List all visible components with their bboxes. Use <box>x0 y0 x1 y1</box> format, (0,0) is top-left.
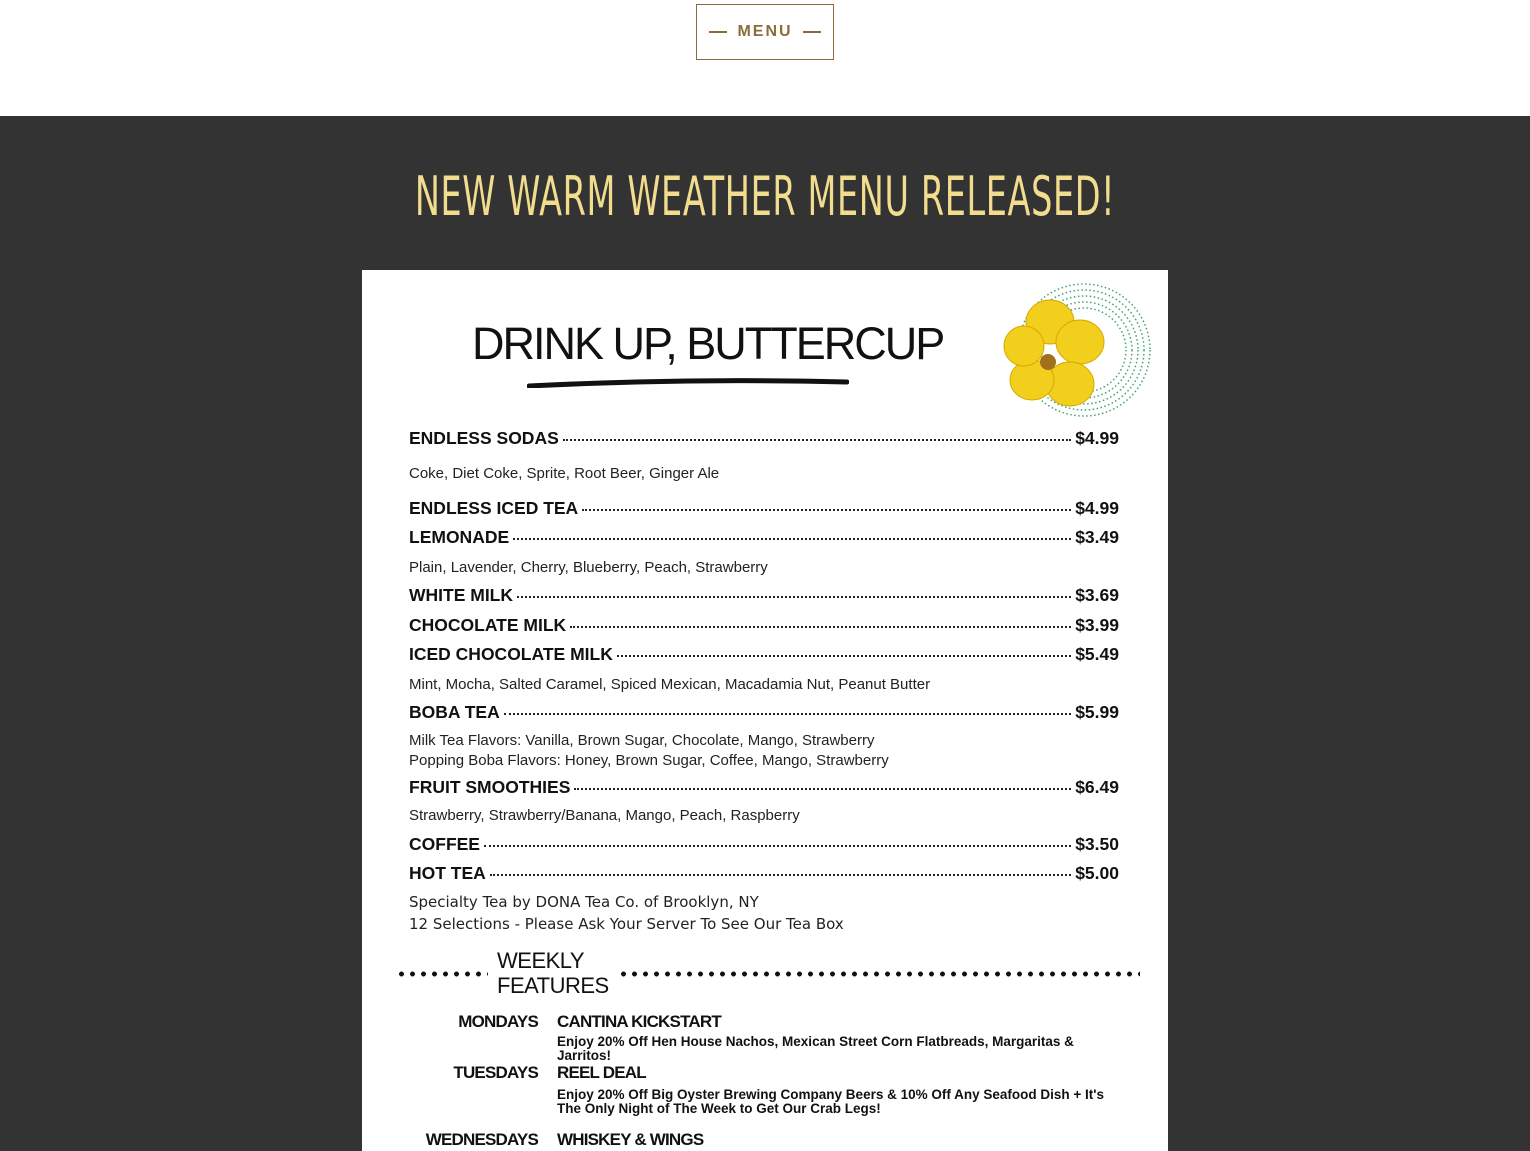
item-price: $3.50 <box>1075 834 1119 854</box>
menu-item <box>409 644 1119 665</box>
item-price: $5.49 <box>1075 644 1119 664</box>
feature-title: CANTINA KICKSTART <box>557 1012 721 1031</box>
dash-left <box>709 31 727 33</box>
feature-day: WEDNESDAYS <box>425 1130 538 1149</box>
item-name: BOBA TEA <box>409 702 500 722</box>
item-description: Mint, Mocha, Salted Caramel, Spiced Mexican, Macadamia Nut, Peanut Butter <box>409 676 931 693</box>
item-description: Coke, Diet Coke, Sprite, Root Beer, Ginger Ale <box>409 465 720 482</box>
item-description: Milk Tea Flavors: Vanilla, Brown Sugar, Chocolate, Mango, Strawberry <box>409 732 875 749</box>
item-price: $4.99 <box>1075 428 1119 448</box>
menu-item <box>409 863 1119 884</box>
feature-title: WHISKEY & WINGS <box>557 1130 704 1149</box>
dot-leader <box>490 874 1071 876</box>
dot-leader <box>617 655 1071 657</box>
page-headline: NEW WARM WEATHER MENU RELEASED! <box>414 165 1116 228</box>
dot-leader <box>563 439 1071 441</box>
item-price: $5.00 <box>1075 863 1119 883</box>
dot-leader <box>513 538 1071 540</box>
menu-item <box>409 498 1119 519</box>
feature-day: MONDAYS <box>458 1012 538 1031</box>
menu-label: MENU <box>737 23 793 40</box>
menu-item <box>409 615 1119 636</box>
item-description: Strawberry, Strawberry/Banana, Mango, Peach, Raspberry <box>409 807 800 824</box>
dot-leader <box>582 509 1071 511</box>
item-price: $6.49 <box>1075 777 1119 797</box>
item-description: Popping Boba Flavors: Honey, Brown Sugar, Coffee, Mango, Strawberry <box>409 752 889 769</box>
item-name: FRUIT SMOOTHIES <box>409 777 571 797</box>
item-description: 12 Selections - Please Ask Your Server To See Our Tea Box <box>409 915 844 933</box>
heading-line: FEATURES <box>497 973 609 998</box>
item-description: Specialty Tea by DONA Tea Co. of Brooklyn, NY <box>409 893 759 911</box>
dot-leader <box>504 713 1071 715</box>
menu-item <box>409 428 1119 449</box>
item-price: $4.99 <box>1075 498 1119 518</box>
dash-right <box>803 31 821 33</box>
menu-item <box>409 527 1119 548</box>
item-price: $3.69 <box>1075 585 1119 605</box>
menu-item <box>409 777 1119 798</box>
item-name: LEMONADE <box>409 527 510 547</box>
weekly-features-heading <box>497 948 609 998</box>
menu-item <box>409 702 1119 723</box>
item-name: ICED CHOCOLATE MILK <box>409 644 613 664</box>
item-name: ENDLESS SODAS <box>409 428 559 448</box>
dot-leader <box>484 845 1071 847</box>
menu-item <box>409 585 1119 606</box>
menu-brand-title: DRINK UP, BUTTERCUP <box>472 318 944 369</box>
heading-line: WEEKLY <box>497 948 585 973</box>
item-price: $3.49 <box>1075 527 1119 547</box>
dot-leader <box>574 788 1071 790</box>
item-name: WHITE MILK <box>409 585 514 605</box>
menu-image <box>362 270 1168 1151</box>
item-name: ENDLESS ICED TEA <box>409 498 579 518</box>
item-name: CHOCOLATE MILK <box>409 615 567 635</box>
underline-swash <box>527 378 849 388</box>
feature-description: Enjoy 20% Off Hen House Nachos, Mexican Street Corn Flatbreads, Margaritas & Jarritos! <box>557 1034 1074 1063</box>
dot-leader <box>517 596 1071 598</box>
dot-divider <box>396 970 488 978</box>
top-bar <box>0 0 1530 116</box>
item-price: $5.99 <box>1075 702 1119 722</box>
dot-leader <box>570 626 1071 628</box>
flower-icon <box>998 282 1158 422</box>
feature-description: Enjoy 20% Off Big Oyster Brewing Company Beers & 10% Off Any Seafood Dish + It's The Only Night of The Week to Get Our Crab Legs! <box>557 1087 1104 1116</box>
menu-button[interactable] <box>696 4 834 60</box>
item-price: $3.99 <box>1075 615 1119 635</box>
item-name: HOT TEA <box>409 863 486 883</box>
item-description: Plain, Lavender, Cherry, Blueberry, Peach, Strawberry <box>409 559 768 576</box>
menu-item <box>409 834 1119 855</box>
dot-divider <box>618 970 1140 978</box>
item-name: COFFEE <box>409 834 480 854</box>
feature-title: REEL DEAL <box>557 1063 646 1082</box>
feature-day: TUESDAYS <box>453 1063 538 1082</box>
